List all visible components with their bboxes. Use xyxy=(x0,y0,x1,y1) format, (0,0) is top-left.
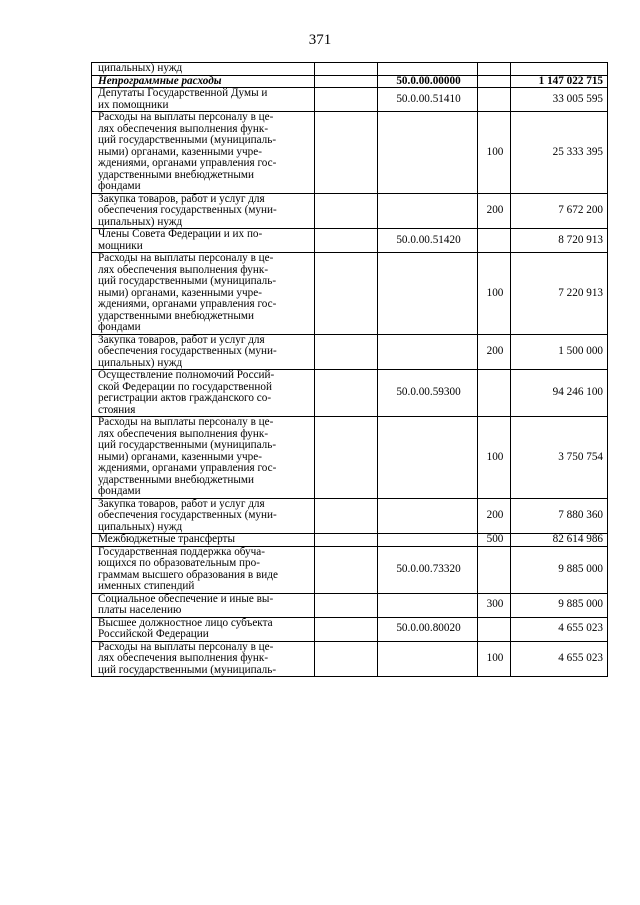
expense-name-line: лях обеспечения выполнения функ- xyxy=(98,122,269,135)
expense-name-line: ской Федерации по государственной xyxy=(98,380,272,393)
target-article-code-cell: 50.0.00.59300 xyxy=(378,370,478,417)
expense-name-cell xyxy=(92,75,315,88)
table-row xyxy=(92,334,608,370)
expense-name-line: ций государственными (муниципаль- xyxy=(98,439,277,451)
amount-cell: 1 147 022 715 xyxy=(511,75,608,88)
expense-name-line: ными) органами, казенными учре- xyxy=(98,450,262,463)
expense-type-cell xyxy=(478,75,511,88)
target-article-code-cell xyxy=(378,498,478,534)
expense-name-line: ударственными внебюджетными xyxy=(98,168,254,181)
expense-type-cell: 100 xyxy=(478,253,511,335)
target-article-code-cell: 50.0.00.80020 xyxy=(378,617,478,641)
section-cell xyxy=(315,112,378,194)
table-row xyxy=(92,534,608,547)
target-article-code-cell: 50.0.00.73320 xyxy=(378,546,478,593)
section-cell xyxy=(315,63,378,76)
expense-name-line: обеспечения государственных (муни- xyxy=(98,204,277,216)
target-article-code-cell xyxy=(378,193,478,229)
expense-name-line: Межбюджетные трансферты xyxy=(98,533,235,545)
expense-name-line: граммам высшего образования в виде xyxy=(98,568,278,581)
target-article-code-cell xyxy=(378,593,478,617)
section-cell xyxy=(315,75,378,88)
expense-type-cell xyxy=(478,546,511,593)
amount-cell: 9 885 000 xyxy=(511,593,608,617)
expense-name-line: ждениями, органами управления гос- xyxy=(98,157,277,169)
table-row xyxy=(92,417,608,499)
expense-type-cell xyxy=(478,88,511,112)
expense-name-line: фондами xyxy=(98,321,141,333)
expense-type-cell: 100 xyxy=(478,641,511,677)
expense-name-line: Государственная поддержка обуча- xyxy=(98,546,265,558)
expense-name-line: Закупка товаров, работ и услуг для xyxy=(98,498,265,510)
expense-name-line: Расходы на выплаты персоналу в це- xyxy=(98,111,274,123)
amount-cell: 82 614 986 xyxy=(511,534,608,547)
target-article-code-cell xyxy=(378,253,478,335)
expense-name-line: ципальных) нужд xyxy=(98,62,183,74)
expense-type-cell xyxy=(478,617,511,641)
expense-name-line: Осуществление полномочий Россий- xyxy=(98,369,275,381)
amount-cell: 7 880 360 xyxy=(511,498,608,534)
expense-type-cell xyxy=(478,370,511,417)
expense-name-line: Депутаты Государственной Думы и xyxy=(98,87,268,99)
expense-name-cell xyxy=(92,229,315,253)
expense-type-cell: 100 xyxy=(478,417,511,499)
expense-type-cell xyxy=(478,229,511,253)
target-article-code-cell xyxy=(378,112,478,194)
table-row xyxy=(92,253,608,335)
expense-type-cell: 300 xyxy=(478,593,511,617)
expense-name-line: ждениями, органами управления гос- xyxy=(98,462,277,474)
amount-cell: 3 750 754 xyxy=(511,417,608,499)
expense-name-line: стояния xyxy=(98,403,136,416)
expense-name-line: мощники xyxy=(98,239,143,252)
expense-type-cell: 200 xyxy=(478,193,511,229)
table-row xyxy=(92,593,608,617)
target-article-code-cell xyxy=(378,417,478,499)
amount-cell: 4 655 023 xyxy=(511,617,608,641)
amount-cell: 1 500 000 xyxy=(511,334,608,370)
expense-name-line: ударственными внебюджетными xyxy=(98,473,254,486)
expense-name-cell xyxy=(92,63,315,76)
expense-name-line: Расходы на выплаты персоналу в це- xyxy=(98,416,274,428)
expense-name-line: Российской Федерации xyxy=(98,628,209,640)
table-row xyxy=(92,498,608,534)
amount-cell: 7 220 913 xyxy=(511,253,608,335)
table-row xyxy=(92,229,608,253)
amount-cell: 33 005 595 xyxy=(511,88,608,112)
target-article-code-cell xyxy=(378,534,478,547)
expense-name-cell xyxy=(92,617,315,641)
expense-type-cell: 200 xyxy=(478,498,511,534)
section-cell xyxy=(315,546,378,593)
expense-name-cell xyxy=(92,417,315,499)
expense-name-line: Социальное обеспечение и иные вы- xyxy=(98,593,274,605)
amount-cell: 9 885 000 xyxy=(511,546,608,593)
expense-name-line: именных стипендий xyxy=(98,580,195,592)
expense-name-line: Высшее должностное лицо субъекта xyxy=(98,617,273,629)
expense-name-line: Расходы на выплаты персоналу в це- xyxy=(98,641,274,653)
section-cell xyxy=(315,88,378,112)
table-row xyxy=(92,75,608,88)
amount-cell: 8 720 913 xyxy=(511,229,608,253)
expense-name-cell xyxy=(92,498,315,534)
expense-name-cell xyxy=(92,370,315,417)
expense-name-line: ющихся по образовательным про- xyxy=(98,557,260,569)
expense-name-cell xyxy=(92,534,315,547)
expense-type-cell: 500 xyxy=(478,534,511,547)
expense-name-line: регистрации актов гражданского со- xyxy=(98,392,272,404)
expense-name-line: Члены Совета Федерации и их по- xyxy=(98,228,263,240)
table-row xyxy=(92,63,608,76)
section-cell xyxy=(315,229,378,253)
expense-name-line: ципальных) нужд xyxy=(98,520,183,533)
expense-name-line: ударственными внебюджетными xyxy=(98,309,254,322)
amount-cell xyxy=(511,63,608,76)
expense-name-line: ждениями, органами управления гос- xyxy=(98,298,277,310)
target-article-code-cell: 50.0.00.00000 xyxy=(378,75,478,88)
budget-table xyxy=(91,62,608,677)
expense-name-cell xyxy=(92,334,315,370)
section-cell xyxy=(315,334,378,370)
expense-name-line: обеспечения государственных (муни- xyxy=(98,345,277,357)
expense-type-cell: 200 xyxy=(478,334,511,370)
budget-table-body xyxy=(92,63,608,677)
section-cell xyxy=(315,498,378,534)
expense-name-cell xyxy=(92,253,315,335)
table-row xyxy=(92,370,608,417)
table-row xyxy=(92,112,608,194)
expense-name-line: ций государственными (муниципаль- xyxy=(98,275,277,287)
expense-name-line: их помощники xyxy=(98,98,169,111)
expense-name-line: ными) органами, казенными учре- xyxy=(98,286,262,299)
target-article-code-cell xyxy=(378,641,478,677)
expense-type-cell: 100 xyxy=(478,112,511,194)
expense-name-cell xyxy=(92,112,315,194)
table-row xyxy=(92,546,608,593)
amount-cell: 94 246 100 xyxy=(511,370,608,417)
expense-name-cell xyxy=(92,88,315,112)
amount-cell: 4 655 023 xyxy=(511,641,608,677)
expense-name-line: лях обеспечения выполнения функ- xyxy=(98,427,269,440)
section-cell xyxy=(315,617,378,641)
expense-name-cell xyxy=(92,193,315,229)
table-row xyxy=(92,617,608,641)
expense-name-line: Закупка товаров, работ и услуг для xyxy=(98,334,265,346)
expense-name-cell xyxy=(92,641,315,677)
page-number: 371 xyxy=(308,32,332,48)
section-cell xyxy=(315,534,378,547)
expense-name-line: фондами xyxy=(98,180,141,192)
table-row xyxy=(92,193,608,229)
expense-name-line: лях обеспечения выполнения функ- xyxy=(98,263,269,276)
target-article-code-cell xyxy=(378,334,478,370)
expense-name-line: обеспечения государственных (муни- xyxy=(98,509,277,521)
expense-name-line: ций государственными (муниципаль- xyxy=(98,663,277,676)
section-cell xyxy=(315,641,378,677)
expense-name-cell xyxy=(92,546,315,593)
expense-type-cell xyxy=(478,63,511,76)
expense-name-line: ципальных) нужд xyxy=(98,356,183,369)
expense-name-line: Закупка товаров, работ и услуг для xyxy=(98,193,265,205)
target-article-code-cell: 50.0.00.51410 xyxy=(378,88,478,112)
section-cell xyxy=(315,370,378,417)
section-cell xyxy=(315,253,378,335)
target-article-code-cell xyxy=(378,63,478,76)
expense-name-line: Непрограммные расходы xyxy=(98,75,222,87)
table-row xyxy=(92,88,608,112)
expense-name-line: ципальных) нужд xyxy=(98,215,183,228)
amount-cell: 25 333 395 xyxy=(511,112,608,194)
expense-name-line: платы населению xyxy=(98,604,182,616)
target-article-code-cell: 50.0.00.51420 xyxy=(378,229,478,253)
expense-name-line: ций государственными (муниципаль- xyxy=(98,134,277,146)
expense-name-line: ными) органами, казенными учре- xyxy=(98,145,262,158)
table-row xyxy=(92,641,608,677)
expense-name-cell xyxy=(92,593,315,617)
amount-cell: 7 672 200 xyxy=(511,193,608,229)
section-cell xyxy=(315,417,378,499)
expense-name-line: Расходы на выплаты персоналу в це- xyxy=(98,252,274,264)
section-cell xyxy=(315,593,378,617)
section-cell xyxy=(315,193,378,229)
expense-name-line: фондами xyxy=(98,485,141,497)
expense-name-line: лях обеспечения выполнения функ- xyxy=(98,652,269,664)
